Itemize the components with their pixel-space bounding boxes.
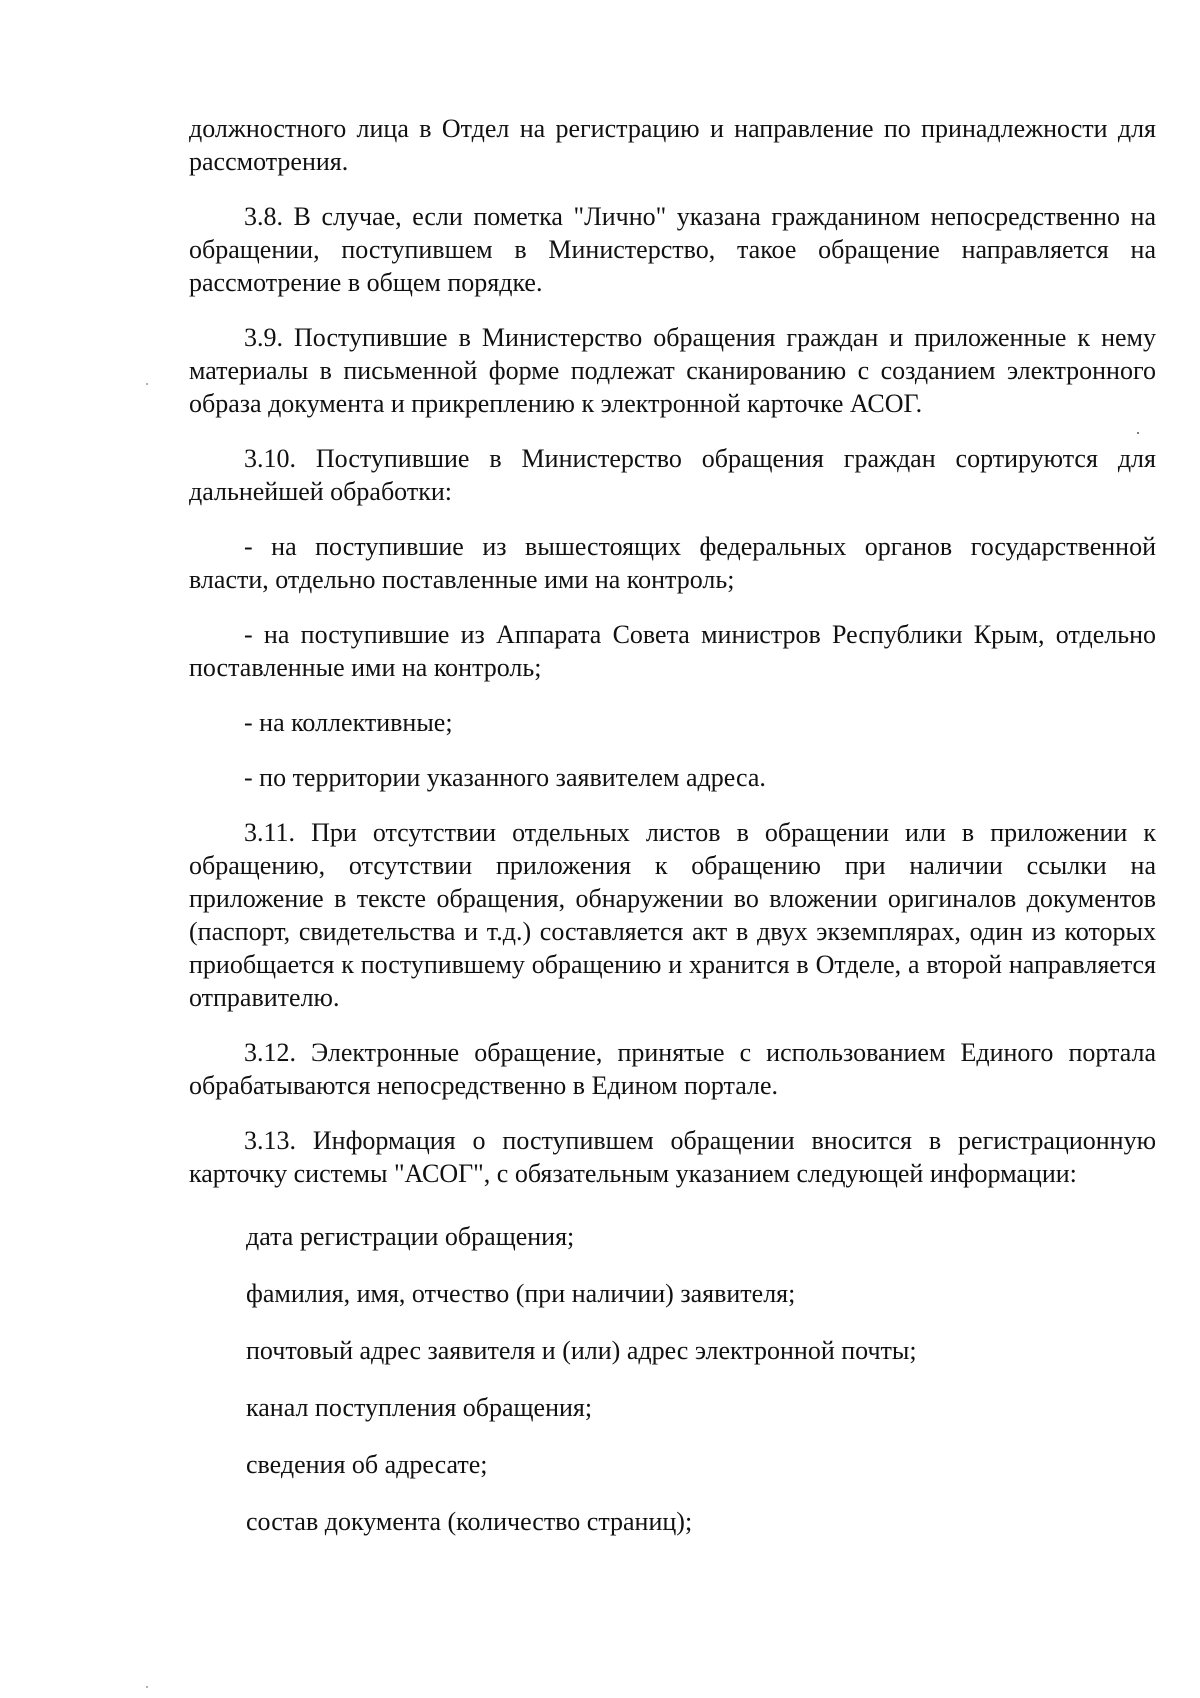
scan-speck (1137, 432, 1139, 434)
list-item-applicant-name: фамилия, имя, отчество (при наличии) заявителя; (246, 1279, 796, 1308)
scan-speck (146, 1686, 148, 1688)
sort-item-territory: - по территории указанного заявителем адреса. (244, 763, 766, 792)
sort-item-federal: - на поступившие из вышестоящих федеральных органов государственной власти, отдельно поставленные ими на контроль; (189, 532, 1156, 594)
list-item-channel: канал поступления обращения; (246, 1393, 593, 1422)
paragraph-3-12: 3.12. Электронные обращение, принятые с использованием Единого портала обрабатываются непосредственно в Едином портале. (189, 1038, 1156, 1100)
paragraph-3-8: 3.8. В случае, если пометка "Лично" указана гражданином непосредственно на обращении, поступившем в Министерство, такое обращение направляется на рассмотрение в общем порядке. (189, 202, 1156, 297)
scan-speck (146, 383, 148, 385)
list-item-addressee: сведения об адресате; (246, 1450, 488, 1479)
paragraph-3-9: 3.9. Поступившие в Министерство обращения граждан и приложенные к нему материалы в письменной форме подлежат сканированию с созданием электронного образа документа и прикреплению к электронной карточке АСОГ. (189, 323, 1156, 418)
paragraph-3-13: 3.13. Информация о поступившем обращении вносится в регистрационную карточку системы "АСОГ", с обязательным указанием следующей информации: (189, 1126, 1156, 1188)
list-item-document-composition: состав документа (количество страниц); (246, 1507, 693, 1536)
list-item-applicant-address: почтовый адрес заявителя и (или) адрес электронной почты; (246, 1336, 917, 1365)
paragraph-continuation: должностного лица в Отдел на регистрацию и направление по принадлежности для рассмотрения. (189, 114, 1156, 176)
paragraph-3-11: 3.11. При отсутствии отдельных листов в обращении или в приложении к обращению, отсутствии приложения к обращению при наличии ссылки на приложение в тексте обращения, обнаружении во вложении оригиналов документов (паспорт, свидетельства и т.д.) составляется акт в двух экземплярах, один из которых приобщается к поступившему обращению и хранится в Отделе, а второй направляется отправителю. (189, 818, 1156, 1012)
paragraph-3-10: 3.10. Поступившие в Министерство обращения граждан сортируются для дальнейшей обработки: (189, 444, 1156, 506)
list-item-registration-date: дата регистрации обращения; (246, 1222, 575, 1251)
sort-item-collective: - на коллективные; (244, 708, 453, 737)
sort-item-council: - на поступившие из Аппарата Совета министров Республики Крым, отдельно поставленные ими на контроль; (189, 620, 1156, 682)
document-body (189, 112, 1156, 1538)
